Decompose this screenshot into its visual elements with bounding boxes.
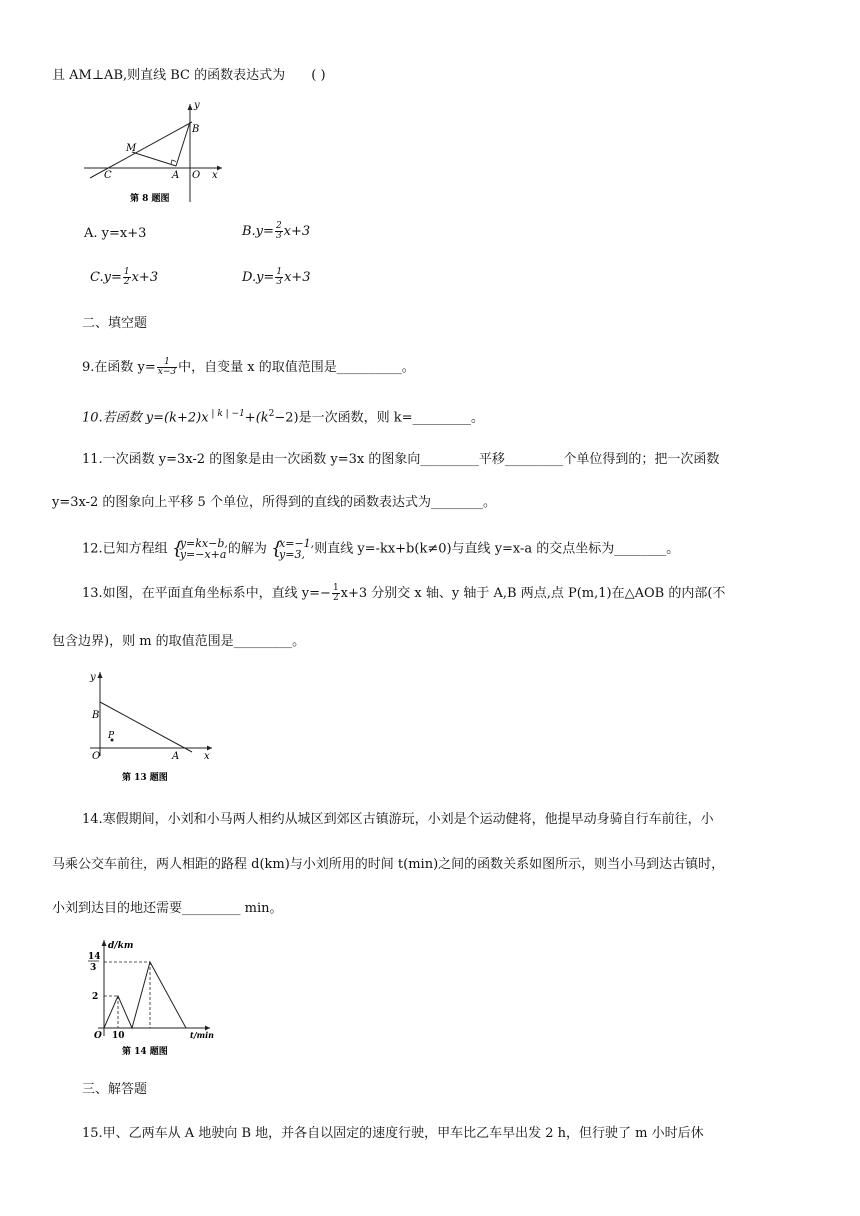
q8-right-angle-mark	[171, 160, 176, 164]
q12-system-2: { x=−1, y=3,	[271, 538, 314, 560]
q13-label-a: A	[172, 751, 180, 762]
q14-label-3: 3	[90, 963, 97, 973]
q8-segment-ab	[176, 122, 190, 166]
q14-label-14: 14	[88, 952, 101, 962]
q13-caption: 第 13 题图	[122, 773, 168, 783]
q8-segment-ma	[132, 152, 176, 166]
q8-label-c: C	[104, 170, 112, 181]
q13-label-o: O	[92, 751, 101, 762]
q12-system-1: { y=kx−b, y=−x+a	[172, 538, 228, 560]
q14-caption: 第 14 题图	[122, 1047, 168, 1057]
q13-line-2: 包含边界)，则 m 的取值范围是_________。	[52, 634, 306, 649]
q15-line-1: 15.甲、乙两车从 A 地驶向 B 地，并各自以固定的速度行驶，甲车比乙车早出发 2 h，但行驶了 m 小时后休	[82, 1126, 704, 1141]
q11-line-1: 11.一次函数 y=3x-2 的图象是由一次函数 y=3x 的图象向_________平移_________个单位得到的；把一次函数	[82, 452, 720, 467]
q8-option-a: A. y=x+3	[84, 226, 147, 241]
q8-label-m: M	[126, 143, 137, 154]
q8-label-y: y	[194, 100, 200, 111]
q14-label-tmin: t/min	[190, 1030, 214, 1040]
section-3-title: 三、解答题	[82, 1082, 148, 1097]
q14-line-1: 14.寒假期间，小刘和小马两人相约从城区到郊区古镇游玩，小刘是个运动健将，他提早动身骑自行车前往，小	[82, 812, 714, 827]
q13-label-y: y	[90, 672, 96, 683]
q8-option-c: C.y= $\frac{1}{2}$ x+3	[90, 267, 159, 287]
q8-answer-paren: ( )	[311, 68, 326, 83]
q9: 9.在函数 y= $\frac{1}{x-3}$ 中，自变量 x 的取值范围是__________。	[82, 357, 415, 377]
q14-line-3: 小刘到达目的地还需要_________ min。	[52, 901, 283, 916]
q13-line-1: 13.如图，在平面直角坐标系中，直线 y=− $\frac{1}{2}$ x+3 分别交 x 轴、y 轴于 A,B 两点,点 P(m,1)在△AOB 的内部(不	[82, 583, 726, 603]
q14-label-10: 10	[112, 1031, 125, 1041]
q13-label-b: B	[92, 710, 100, 721]
q8-label-a: A	[172, 170, 180, 181]
q8-figure	[80, 98, 230, 206]
q8-label-x: x	[212, 170, 218, 181]
q11-line-2: y=3x-2 的图象向上平移 5 个单位，所得到的直线的函数表达式为________。	[52, 495, 496, 510]
q14-line-2: 马乘公交车前往，两人相距的路程 d(km)与小刘所用的时间 t(min)之间的函数关系如图所示，则当小马到达古镇时，	[52, 857, 725, 872]
q13-line-ab	[100, 702, 192, 752]
q13-label-p: P	[108, 731, 115, 741]
q14-label-dkm: d/km	[108, 941, 134, 951]
q13-figure	[82, 668, 222, 786]
q10: 10.若函数 y=(k+2)x $^{| k | -1}+(k^2-2)$是一次函数，则 k=_________。	[82, 409, 485, 426]
q12: 12.已知方程组 { y=kx−b, y=−x+a 的解为 { x=−1, y=3, 则直线 y=-kx+b(k≠0)与直线 y=x-a 的交点坐标为________。	[82, 538, 679, 560]
q14-label-o: O	[94, 1031, 102, 1041]
q14-distance-graph	[104, 962, 186, 1028]
q8-stem	[52, 66, 326, 86]
q14-figure	[82, 936, 218, 1060]
q8-option-b: B.y= $\frac{2}{3}$ x+3	[242, 221, 311, 241]
q8-option-d: D.y= $\frac{1}{3}$ x+3	[242, 267, 311, 287]
section-2-title: 二、填空题	[82, 316, 148, 331]
q13-label-x: x	[204, 751, 210, 762]
q8-label-b: B	[192, 124, 200, 135]
q8-caption: 第 8 题图	[130, 194, 170, 204]
q8-stem-text: 且 AM⊥AB,则直线 BC 的函数表达式为	[52, 68, 286, 83]
q8-label-o: O	[192, 170, 201, 181]
q14-label-2: 2	[92, 992, 99, 1002]
